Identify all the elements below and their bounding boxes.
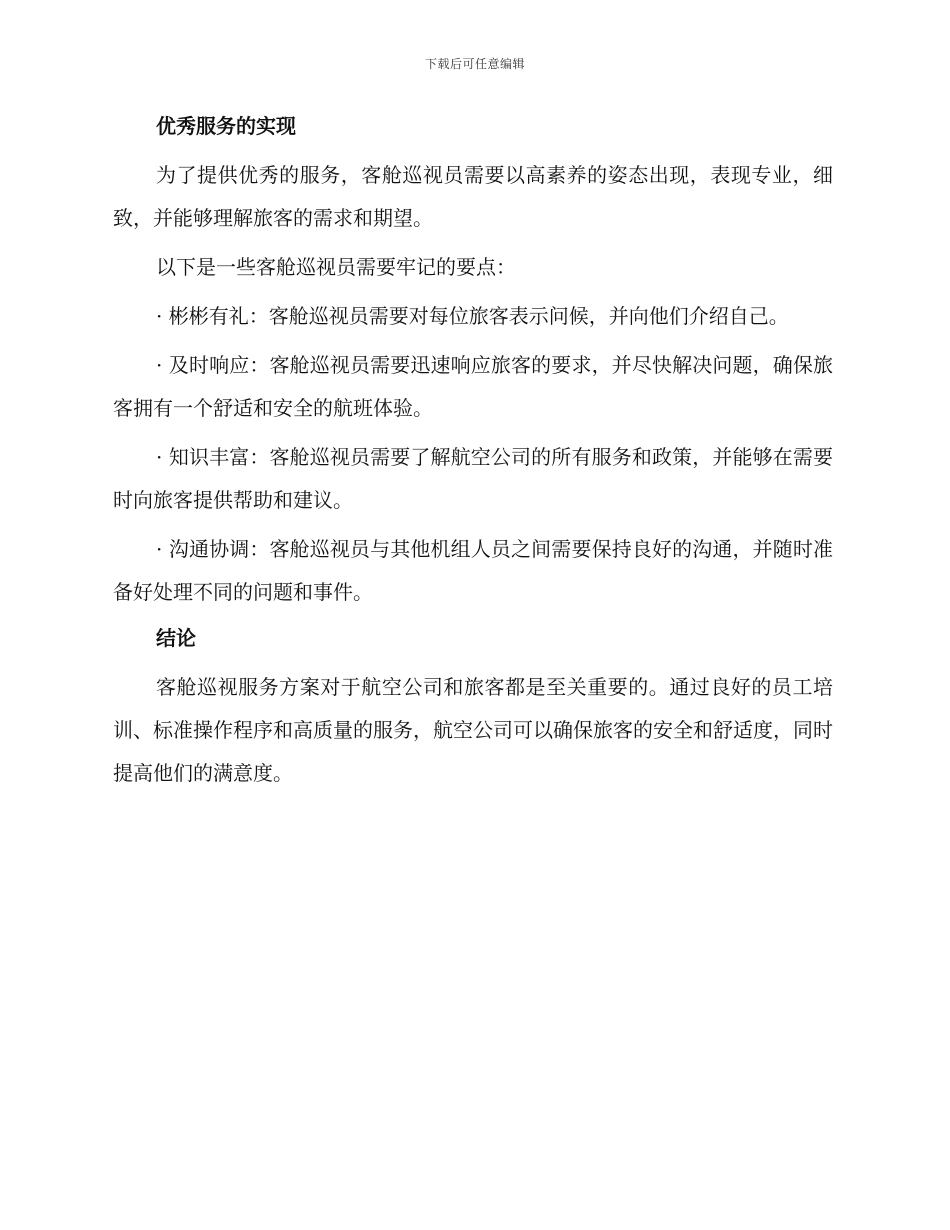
paragraph-intro: 为了提供优秀的服务，客舱巡视员需要以高素养的姿态出现，表现专业，细致，并能够理解旅客的需求和期望。	[113, 163, 833, 230]
bullet-point-responsiveness: · 及时响应：客舱巡视员需要迅速响应旅客的要求，并尽快解决问题，确保旅客拥有一个舒适和安全的航班体验。	[113, 353, 833, 420]
paragraph-conclusion: 客舱巡视服务方案对于航空公司和旅客都是至关重要的。通过良好的员工培训、标准操作程序和高质量的服务，航空公司可以确保旅客的安全和舒适度，同时提高他们的满意度。	[113, 675, 833, 785]
header-note: 下载后可任意编辑	[424, 57, 525, 71]
bullet-point-knowledge: · 知识丰富：客舱巡视员需要了解航空公司的所有服务和政策，并能够在需要时向旅客提供帮助和建议。	[113, 445, 833, 512]
bullet-point-communication: · 沟通协调：客舱巡视员与其他机组人员之间需要保持良好的沟通，并随时准备好处理不同的问题和事件。	[113, 537, 833, 604]
section-title-conclusion: 结论	[156, 626, 196, 650]
document-content	[113, 108, 833, 801]
section-title-excellent-service: 优秀服务的实现	[156, 114, 296, 138]
paragraph-lead: 以下是一些客舱巡视员需要牢记的要点：	[156, 255, 516, 279]
bullet-point-courtesy: · 彬彬有礼：客舱巡视员需要对每位旅客表示问候，并向他们介绍自己。	[156, 304, 789, 328]
